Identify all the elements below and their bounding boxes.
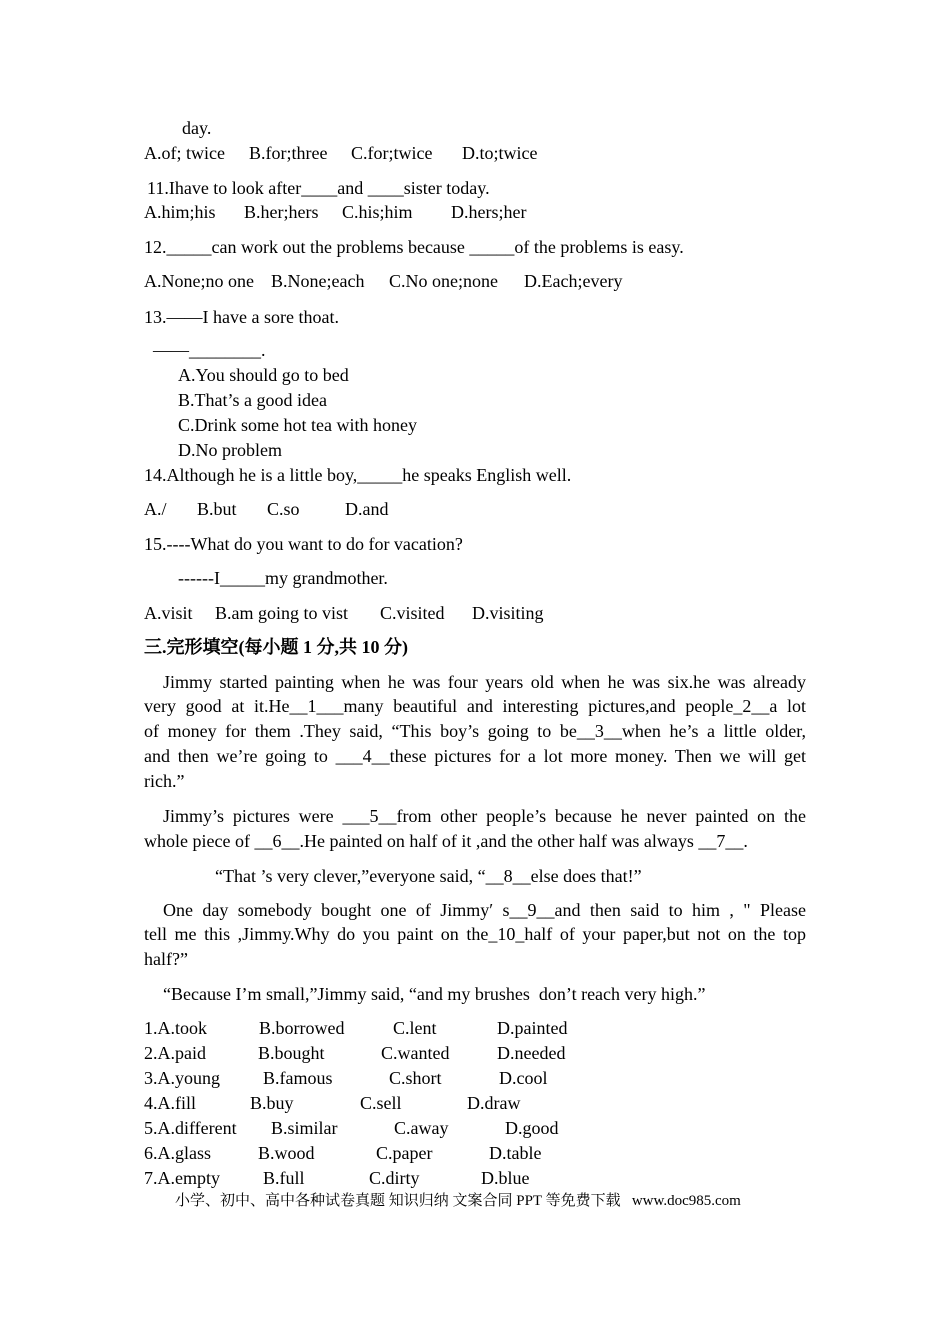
q15-option-d: D.visiting (472, 603, 544, 623)
q11-option-a: A.him;his (144, 202, 216, 222)
q10-option-b: B.for;three (249, 143, 328, 163)
cloze-option: C.dirty (369, 1168, 420, 1188)
cloze-option: D.painted (497, 1018, 568, 1038)
passage-line: whole piece of __6__.He painted on half of it ,and the other half was always __7__. (144, 831, 748, 851)
q15-reply: ------I_____my grandmother. (178, 568, 388, 588)
q11-stem: 11.Ihave to look after____and ____sister today. (147, 178, 490, 198)
q11-option-d: D.hers;her (451, 202, 527, 222)
cloze-option: D.blue (481, 1168, 530, 1188)
q13-option-c: C.Drink some hot tea with honey (178, 415, 417, 435)
cloze-option: B.borrowed (259, 1018, 345, 1038)
q15-option-b: B.am going to vist (215, 603, 349, 623)
q10-option-d: D.to;twice (462, 143, 538, 163)
q12-option-b: B.None;each (271, 271, 365, 291)
passage-line: One day somebody bought one of Jimmy′ s__9__and then said to him , " Please (163, 900, 806, 920)
passage-line: rich.” (144, 771, 185, 791)
passage-line: very good at it.He__1___many beautiful and interesting pictures,and people_2__a lot (144, 696, 806, 716)
passage-line: tell me this ,Jimmy.Why do you paint on the_10_half of your paper,but not on the top (144, 924, 806, 944)
q12-option-d: D.Each;every (524, 271, 623, 291)
q10-option-a: A.of; twice (144, 143, 225, 163)
q14-option-d: D.and (345, 499, 389, 519)
cloze-option: B.full (263, 1168, 305, 1188)
q14-stem: 14.Although he is a little boy,_____he speaks English well. (144, 465, 572, 485)
passage-line: Jimmy started painting when he was four years old when he was six.he was already (163, 672, 806, 692)
cloze-option: D.cool (499, 1068, 548, 1088)
cloze-option: 6.A.glass (144, 1143, 211, 1163)
cloze-option: C.short (389, 1068, 442, 1088)
q13-reply: ——________. (153, 340, 266, 360)
cloze-option: C.away (394, 1118, 449, 1138)
q13-option-b: B.That’s a good idea (178, 390, 327, 410)
q13-option-a: A.You should go to bed (178, 365, 349, 385)
cloze-option: D.table (489, 1143, 542, 1163)
q13-stem: 13.——I have a sore thoat. (144, 307, 339, 327)
q10-option-c: C.for;twice (351, 143, 433, 163)
q12-option-a: A.None;no one (144, 271, 254, 291)
cloze-option: D.good (505, 1118, 559, 1138)
cloze-option: B.buy (250, 1093, 294, 1113)
passage-line: half?” (144, 949, 188, 969)
passage-line: Jimmy’s pictures were ___5__from other people’s because he never painted on the (163, 806, 806, 826)
q10-tail: day. (182, 118, 212, 138)
page-footer: 小学、初中、高中各种试卷真题 知识归纳 文案合同 PPT 等免费下载 www.doc985.com (175, 1193, 741, 1209)
q14-option-b: B.but (197, 499, 237, 519)
q15-stem: 15.----What do you want to do for vacation? (144, 534, 463, 554)
q11-option-b: B.her;hers (244, 202, 319, 222)
cloze-option: 5.A.different (144, 1118, 237, 1138)
passage-line: of money for them .They said, “This boy’s going to be__3__when he’s a little older, (144, 721, 806, 741)
cloze-option: 3.A.young (144, 1068, 220, 1088)
cloze-option: B.bought (258, 1043, 325, 1063)
cloze-option: 1.A.took (144, 1018, 207, 1038)
cloze-option: B.wood (258, 1143, 315, 1163)
q11-option-c: C.his;him (342, 202, 413, 222)
cloze-option: 7.A.empty (144, 1168, 220, 1188)
q13-option-d: D.No problem (178, 440, 282, 460)
cloze-option: B.famous (263, 1068, 333, 1088)
q12-stem: 12._____can work out the problems because _____of the problems is easy. (144, 237, 684, 257)
cloze-option: D.needed (497, 1043, 566, 1063)
cloze-option: C.paper (376, 1143, 433, 1163)
cloze-option: C.wanted (381, 1043, 450, 1063)
q15-option-a: A.visit (144, 603, 193, 623)
passage-line: “Because I’m small,”Jimmy said, “and my brushes don’t reach very high.” (163, 984, 706, 1004)
passage-line: and then we’re going to ___4__these pictures for a lot more money. Then we will get (144, 746, 806, 766)
cloze-option: 4.A.fill (144, 1093, 196, 1113)
q14-option-a: A./ (144, 499, 167, 519)
cloze-option: 2.A.paid (144, 1043, 206, 1063)
q12-option-c: C.No one;none (389, 271, 498, 291)
cloze-option: D.draw (467, 1093, 521, 1113)
q15-option-c: C.visited (380, 603, 445, 623)
section-heading: 三.完形填空(每小题 1 分,共 10 分) (144, 637, 408, 657)
passage-line: “That ’s very clever,”everyone said, “__8__else does that!” (215, 866, 642, 886)
cloze-option: B.similar (271, 1118, 338, 1138)
cloze-option: C.lent (393, 1018, 437, 1038)
cloze-option: C.sell (360, 1093, 402, 1113)
q14-option-c: C.so (267, 499, 300, 519)
